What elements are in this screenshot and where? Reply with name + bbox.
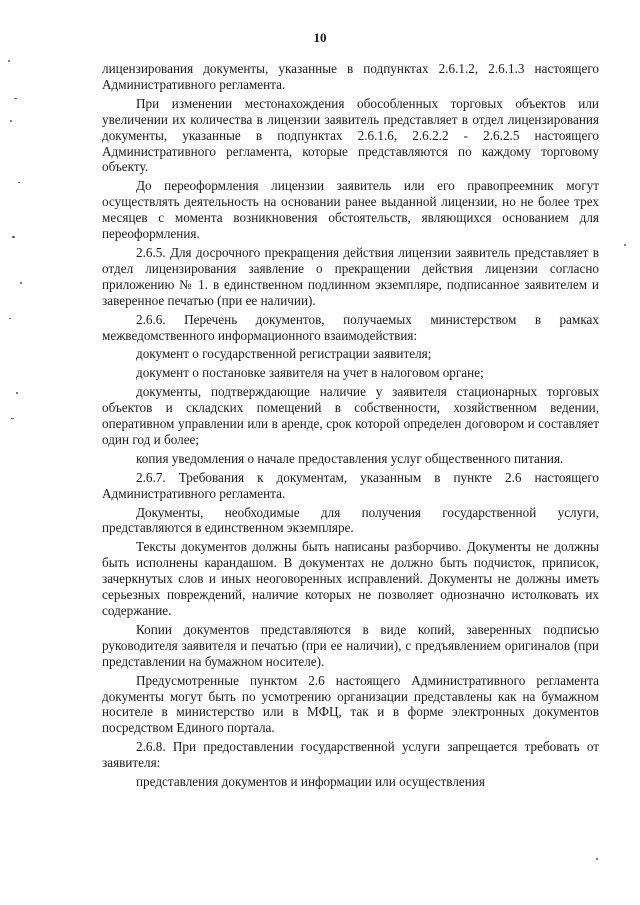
paragraph: Копии документов представляются в виде копий, заверенных подписью руководителя заявителя и печатью (при ее наличии), с предъявлением оригиналов (при представлении на бумажном носителе). (102, 621, 599, 669)
list-item: документ о государственной регистрации заявителя; (136, 346, 432, 362)
scan-speck (16, 392, 18, 394)
paragraph: 2.6.7. Требования к документам, указанным в пункте 2.6 настоящего Административного регламента. (102, 469, 599, 501)
scan-speck (8, 60, 10, 62)
paragraph: лицензирования документы, указанные в подпунктах 2.6.1.2, 2.6.1.3 настоящего Административного регламента. (102, 61, 599, 92)
scan-speck (18, 182, 20, 183)
document-body (102, 61, 599, 793)
paragraph: 2.6.6. Перечень документов, получаемых министерством в рамках межведомственного информационного взаимодействия: (102, 311, 599, 343)
paragraph: 2.6.5. Для досрочного прекращения действия лицензии заявитель представляет в отдел лицензирования заявление о прекращении действия лицензии согласно приложению № 1. в единственном подлинном экземпляре, подписанное заявителем и заверенное печатью (при ее наличии). (102, 244, 599, 308)
list-item: копия уведомления о начале предоставления услуг общественного питания. (136, 450, 564, 466)
scan-speck (11, 418, 14, 419)
scan-speck (596, 858, 598, 860)
scan-speck (9, 318, 11, 319)
list-item: документ о постановке заявителя на учет в налоговом органе; (136, 365, 484, 381)
scan-speck (14, 98, 17, 99)
scan-speck (10, 120, 12, 122)
list-item: представления документов и информации или осуществления (136, 774, 485, 790)
paragraph: Документы, необходимые для получения государственной услуги, представляются в единственном экземпляре. (102, 504, 599, 536)
list-item: документы, подтверждающие наличие у заявителя стационарных торговых объектов и складских помещений в собственности, хозяйственном ведении, оперативном управлении или в аренде, срок которой определен договором и составляет один год и более; (102, 384, 599, 447)
paragraph: До переоформления лицензии заявитель или его правопреемник могут осуществлять деятельность на основании ранее выданной лицензии, но не более трех месяцев с момента возникновения обстоятельств, являющихся основанием для переоформления. (102, 178, 599, 242)
paragraph: Предусмотренные пунктом 2.6 настоящего Административного регламента документы могут быть по усмотрению организации представлены как на бумажном носителе в министерство или в МФЦ, так и в форме электронных документов посредством Единого портала. (102, 672, 599, 736)
scan-speck (12, 236, 15, 238)
paragraph: Тексты документов должны быть написаны разборчиво. Документы не должны быть исполнены карандашом. В документах не должно быть подчисток, приписок, зачеркнутых слов и иных неоговоренных исправлений. Документы не должны иметь серьезных повреждений, наличие которых не позволяет однозначно истолковать их содержание. (102, 539, 599, 618)
scan-speck (20, 282, 22, 284)
paragraph: При изменении местонахождения обособленных торговых объектов или увеличении их количества в лицензии заявитель представляет в отдел лицензирования документы, указанные в подпунктах 2.6.1.6, 2.6.2.2 - 2.6.2.5 настоящего Административного регламента, которые представляются по каждому торговому объекту. (102, 95, 599, 175)
page-number: 10 (313, 30, 327, 45)
paragraph: 2.6.8. При предоставлении государственной услуги запрещается требовать от заявителя: (102, 739, 599, 771)
scan-speck (624, 244, 626, 246)
